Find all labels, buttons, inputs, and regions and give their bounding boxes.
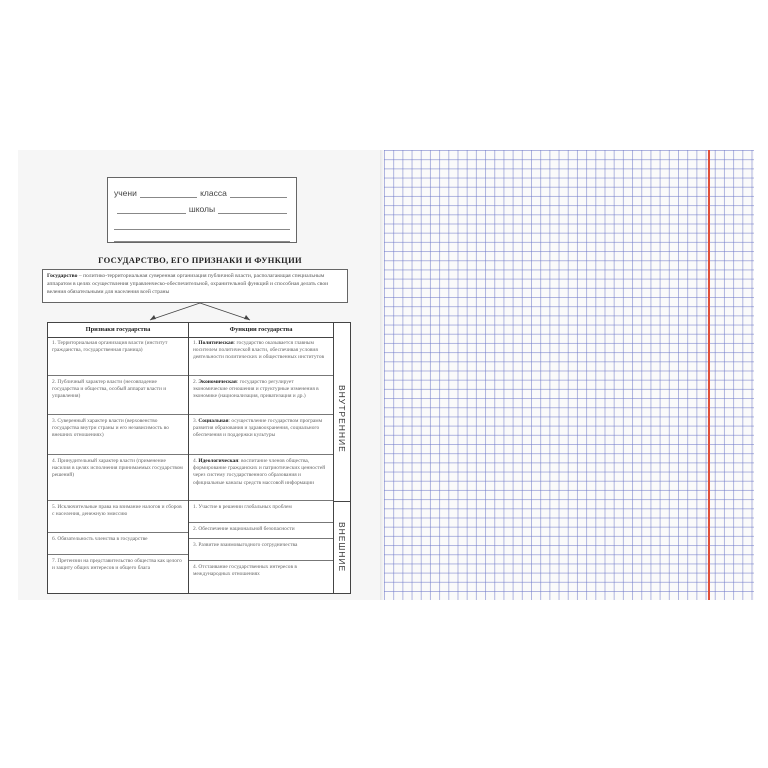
function-name: Политическая bbox=[198, 340, 234, 346]
function-type-column bbox=[334, 323, 350, 593]
function-name: Социальная bbox=[198, 418, 229, 424]
function-desc: : государство регулирует экономические отношения и структурные изменения в экономике (национализация, приватизация и др.) bbox=[193, 379, 319, 400]
external-function-cell: 4. Отстаивание государственных интересов в международных отношениях bbox=[193, 564, 297, 578]
state-features-table bbox=[47, 322, 351, 594]
definition-arrows bbox=[100, 302, 300, 324]
function-num: 4. bbox=[193, 458, 199, 464]
function-cell bbox=[189, 376, 333, 415]
feature-cell: 6. Обязательность членства в государстве bbox=[48, 533, 188, 555]
grid-paper-right-page bbox=[384, 150, 754, 600]
student-name-line[interactable] bbox=[140, 189, 197, 198]
definition-term: Государство bbox=[47, 273, 78, 279]
feature-cell: 4. Принудительный характер власти (применение насилия в целях исполнения принимаемых государством решений) bbox=[48, 455, 188, 501]
function-cell bbox=[189, 337, 333, 376]
function-num: 3. bbox=[193, 418, 199, 424]
external-function-cell: 2. Обеспечение национальной безопасности bbox=[189, 523, 333, 539]
function-cell bbox=[189, 415, 333, 455]
feature-cell: 1. Территориальная организация власти (институт гражданства, государственная граница) bbox=[48, 337, 188, 376]
internal-label-text: ВНУТРЕННИЕ bbox=[337, 385, 347, 453]
function-cell bbox=[189, 455, 333, 501]
school-line[interactable] bbox=[218, 205, 287, 214]
features-header: Признаки государства bbox=[48, 323, 188, 338]
definition-text: – политико-территориальная суверенная организация публичной власти, располагающая специальным аппаратом в целях осуществления управленческо-обеспечительной, охранительной функций и способная делать свои веления обязательными для населения всей страны bbox=[47, 273, 329, 295]
external-label-text: ВНЕШНИЕ bbox=[337, 521, 347, 573]
function-name: Экономическая bbox=[198, 379, 237, 385]
function-desc: : государство оказывается главным носителем политической власти, обеспечивая условия деятельности политических и общественных институтов bbox=[193, 340, 325, 361]
internal-label bbox=[334, 337, 350, 501]
class-line[interactable] bbox=[230, 189, 287, 198]
function-num: 2. bbox=[193, 379, 199, 385]
feature-cell: 3. Суверенный характер власти (верховенство государства внутри страны и его независимость во внешних отношениях) bbox=[48, 415, 188, 455]
function-desc: : осуществление государством программ развития образования и здравоохранения, социального обеспечения и поддержки культуры bbox=[193, 418, 323, 439]
school-prefix-line[interactable] bbox=[117, 205, 186, 214]
definition-box bbox=[42, 269, 348, 303]
features-column bbox=[48, 323, 189, 593]
extra-line-2[interactable] bbox=[114, 233, 290, 242]
extra-line-1[interactable] bbox=[114, 221, 290, 230]
red-margin-line bbox=[708, 150, 710, 600]
function-num: 1. bbox=[193, 340, 199, 346]
external-label bbox=[334, 501, 350, 593]
functions-header: Функции государства bbox=[189, 323, 333, 338]
page-title: ГОСУДАРСТВО, ЕГО ПРИЗНАКИ И ФУНКЦИИ bbox=[98, 255, 302, 265]
external-function-cell: 3. Развитие взаимовыгодного сотрудничества bbox=[189, 539, 333, 561]
feature-cell: 5. Исключительные права на взимание налогов и сборов с населения, денежную эмиссию bbox=[48, 501, 188, 533]
class-label: класса bbox=[200, 188, 227, 198]
school-label: школы bbox=[188, 204, 216, 214]
function-desc: : воспитание членов общества, формирование гражданских и патриотических ценностей через систему государственного образования и официальные каналы средств массовой информации bbox=[193, 458, 326, 486]
functions-column bbox=[189, 323, 334, 593]
student-label: учени bbox=[114, 188, 137, 198]
external-function-cell: 1. Участие в решении глобальных проблем bbox=[189, 501, 333, 523]
feature-cell: 2. Публичный характер власти (несовпадение государства и общества, особый аппарат власти и управления) bbox=[48, 376, 188, 415]
name-label-box bbox=[107, 177, 297, 243]
function-name: Идеологическая bbox=[198, 458, 239, 464]
feature-cell: 7. Претензии на представительство общества как целого и защиту общих интересов и общего блага bbox=[52, 558, 182, 572]
